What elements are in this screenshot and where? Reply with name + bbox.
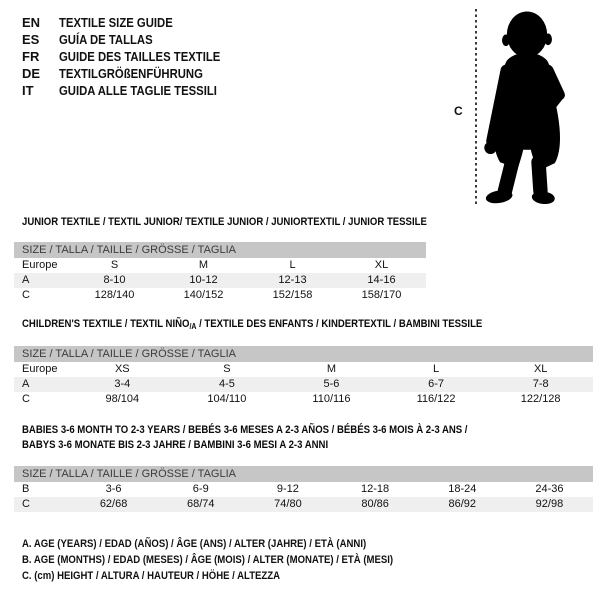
title-part: CHILDREN'S TEXTILE / TEXTIL NIÑO bbox=[22, 318, 190, 330]
row-label: A bbox=[22, 274, 30, 286]
height-cell: 68/74 bbox=[186, 498, 215, 510]
title-part: / TEXTILE DES ENFANTS / KINDERTEXTIL / BAMBINI TESSILE bbox=[196, 318, 483, 330]
row-label: B bbox=[22, 483, 30, 495]
months-cell: 9-12 bbox=[276, 483, 299, 495]
size-cell: XL bbox=[533, 363, 548, 375]
age-cell: 6-7 bbox=[428, 378, 445, 390]
table-row-europe bbox=[14, 258, 426, 273]
babies-size-table bbox=[14, 466, 593, 512]
size-header-bar bbox=[14, 242, 426, 258]
note-age-years bbox=[22, 536, 449, 552]
row-label: C bbox=[22, 393, 30, 405]
height-cell: 86/92 bbox=[448, 498, 477, 510]
height-cell: 98/104 bbox=[105, 393, 140, 405]
children-size-table bbox=[14, 346, 593, 407]
row-label: A bbox=[22, 378, 30, 390]
height-cell: 122/128 bbox=[520, 393, 561, 405]
size-cell: S bbox=[223, 363, 231, 375]
months-cell: 18-24 bbox=[448, 483, 477, 495]
language-title: TEXTILE SIZE GUIDE bbox=[59, 15, 173, 30]
section-title-junior-text: JUNIOR TEXTILE / TEXTIL JUNIOR/ TEXTILE JUNIOR / JUNIORTEXTIL / JUNIOR TESSILE bbox=[22, 216, 427, 228]
height-cell: 152/158 bbox=[272, 289, 313, 301]
language-list bbox=[22, 14, 244, 99]
height-cell: 92/98 bbox=[535, 498, 564, 510]
table-row-age bbox=[14, 273, 426, 288]
size-header-text: SIZE / TALLA / TAILLE / GRÖSSE / TAGLIA bbox=[22, 348, 236, 360]
language-row-en bbox=[22, 14, 244, 31]
age-cell: 7-8 bbox=[532, 378, 549, 390]
height-cell: 158/170 bbox=[361, 289, 402, 301]
height-cell: 116/122 bbox=[416, 393, 456, 405]
row-label: C bbox=[22, 289, 30, 301]
note-text: C. (cm) HEIGHT / ALTURA / HAUTEUR / HÖHE / ALTEZZA bbox=[22, 570, 281, 582]
size-cell: L bbox=[289, 259, 296, 271]
section-title-junior bbox=[22, 215, 487, 230]
table-row-height bbox=[14, 392, 593, 407]
table-row-months bbox=[14, 482, 593, 497]
height-cell: 104/110 bbox=[207, 393, 247, 405]
size-cell: L bbox=[433, 363, 440, 375]
section-title-children-text bbox=[22, 317, 482, 334]
months-cell: 6-9 bbox=[192, 483, 209, 495]
table-row-height bbox=[14, 288, 426, 303]
row-label: Europe bbox=[22, 363, 58, 375]
legend-notes bbox=[22, 536, 449, 584]
note-text: A. AGE (YEARS) / EDAD (AÑOS) / ÂGE (ANS) / ALTER (JAHRE) / ETÀ (ANNI) bbox=[22, 538, 367, 550]
language-row-fr bbox=[22, 48, 244, 65]
height-cell: 62/68 bbox=[99, 498, 128, 510]
language-code: IT bbox=[22, 83, 34, 98]
language-code: DE bbox=[22, 66, 41, 81]
language-title: GUÍA DE TALLAS bbox=[59, 32, 153, 47]
language-code: FR bbox=[22, 49, 40, 64]
months-cell: 12-18 bbox=[361, 483, 390, 495]
note-text: B. AGE (MONTHS) / EDAD (MESES) / ÂGE (MOIS) / ALTER (MONATE) / ETÀ (MESI) bbox=[22, 554, 394, 566]
language-row-de bbox=[22, 65, 244, 82]
size-cell: M bbox=[198, 259, 209, 271]
size-cell: M bbox=[326, 363, 337, 375]
age-cell: 5-6 bbox=[323, 378, 340, 390]
age-cell: 14-16 bbox=[367, 274, 396, 286]
section-title-babies bbox=[22, 423, 534, 453]
size-header-text: SIZE / TALLA / TAILLE / GRÖSSE / TAGLIA bbox=[22, 244, 236, 256]
size-header-bar bbox=[14, 346, 593, 362]
age-cell: 10-12 bbox=[189, 274, 218, 286]
row-label: C bbox=[22, 498, 30, 510]
row-label: Europe bbox=[22, 259, 58, 271]
language-title: GUIDE DES TAILLES TEXTILE bbox=[59, 49, 221, 64]
height-cell: 128/140 bbox=[94, 289, 135, 301]
note-age-months bbox=[22, 552, 449, 568]
table-row-height bbox=[14, 497, 593, 512]
height-cell: 140/152 bbox=[183, 289, 224, 301]
language-title: TEXTILGRÖßENFÜHRUNG bbox=[59, 66, 203, 81]
height-cell: 80/86 bbox=[361, 498, 389, 510]
months-cell: 24-36 bbox=[535, 483, 564, 495]
note-height-cm bbox=[22, 568, 449, 584]
size-header-text: SIZE / TALLA / TAILLE / GRÖSSE / TAGLIA bbox=[22, 468, 236, 480]
section-title-babies-line1: BABIES 3-6 MONTH TO 2-3 YEARS / BEBÉS 3-6 MESES A 2-3 AÑOS / BÉBÉS 3-6 MOIS À 2-3 ANS / bbox=[22, 424, 468, 436]
height-dashed-line bbox=[475, 9, 477, 207]
language-code: ES bbox=[22, 32, 40, 47]
junior-size-table bbox=[14, 242, 426, 303]
toddler-silhouette-icon bbox=[479, 6, 575, 208]
section-title-babies-line2: BABYS 3-6 MONATE BIS 2-3 JAHRE / BAMBINI 3-6 MESI A 2-3 ANNI bbox=[22, 439, 329, 451]
language-row-es bbox=[22, 31, 244, 48]
size-cell: XS bbox=[114, 363, 130, 375]
months-cell: 3-6 bbox=[105, 483, 122, 495]
size-cell: S bbox=[110, 259, 119, 271]
height-cell: 74/80 bbox=[274, 498, 302, 510]
table-row-europe bbox=[14, 362, 593, 377]
section-title-children bbox=[22, 317, 551, 334]
age-cell: 8-10 bbox=[103, 274, 126, 286]
title-sub-part: /A bbox=[189, 322, 197, 331]
language-code: EN bbox=[22, 15, 41, 30]
age-cell: 12-13 bbox=[278, 274, 307, 286]
language-row-it bbox=[22, 82, 244, 99]
age-cell: 4-5 bbox=[218, 378, 235, 390]
age-cell: 3-4 bbox=[114, 378, 131, 390]
height-cell: 110/116 bbox=[312, 393, 351, 405]
table-row-age bbox=[14, 377, 593, 392]
size-cell: XL bbox=[374, 259, 389, 271]
language-title: GUIDA ALLE TAGLIE TESSILI bbox=[59, 83, 217, 98]
height-measure-label: C bbox=[454, 104, 463, 118]
size-header-bar bbox=[14, 466, 593, 482]
